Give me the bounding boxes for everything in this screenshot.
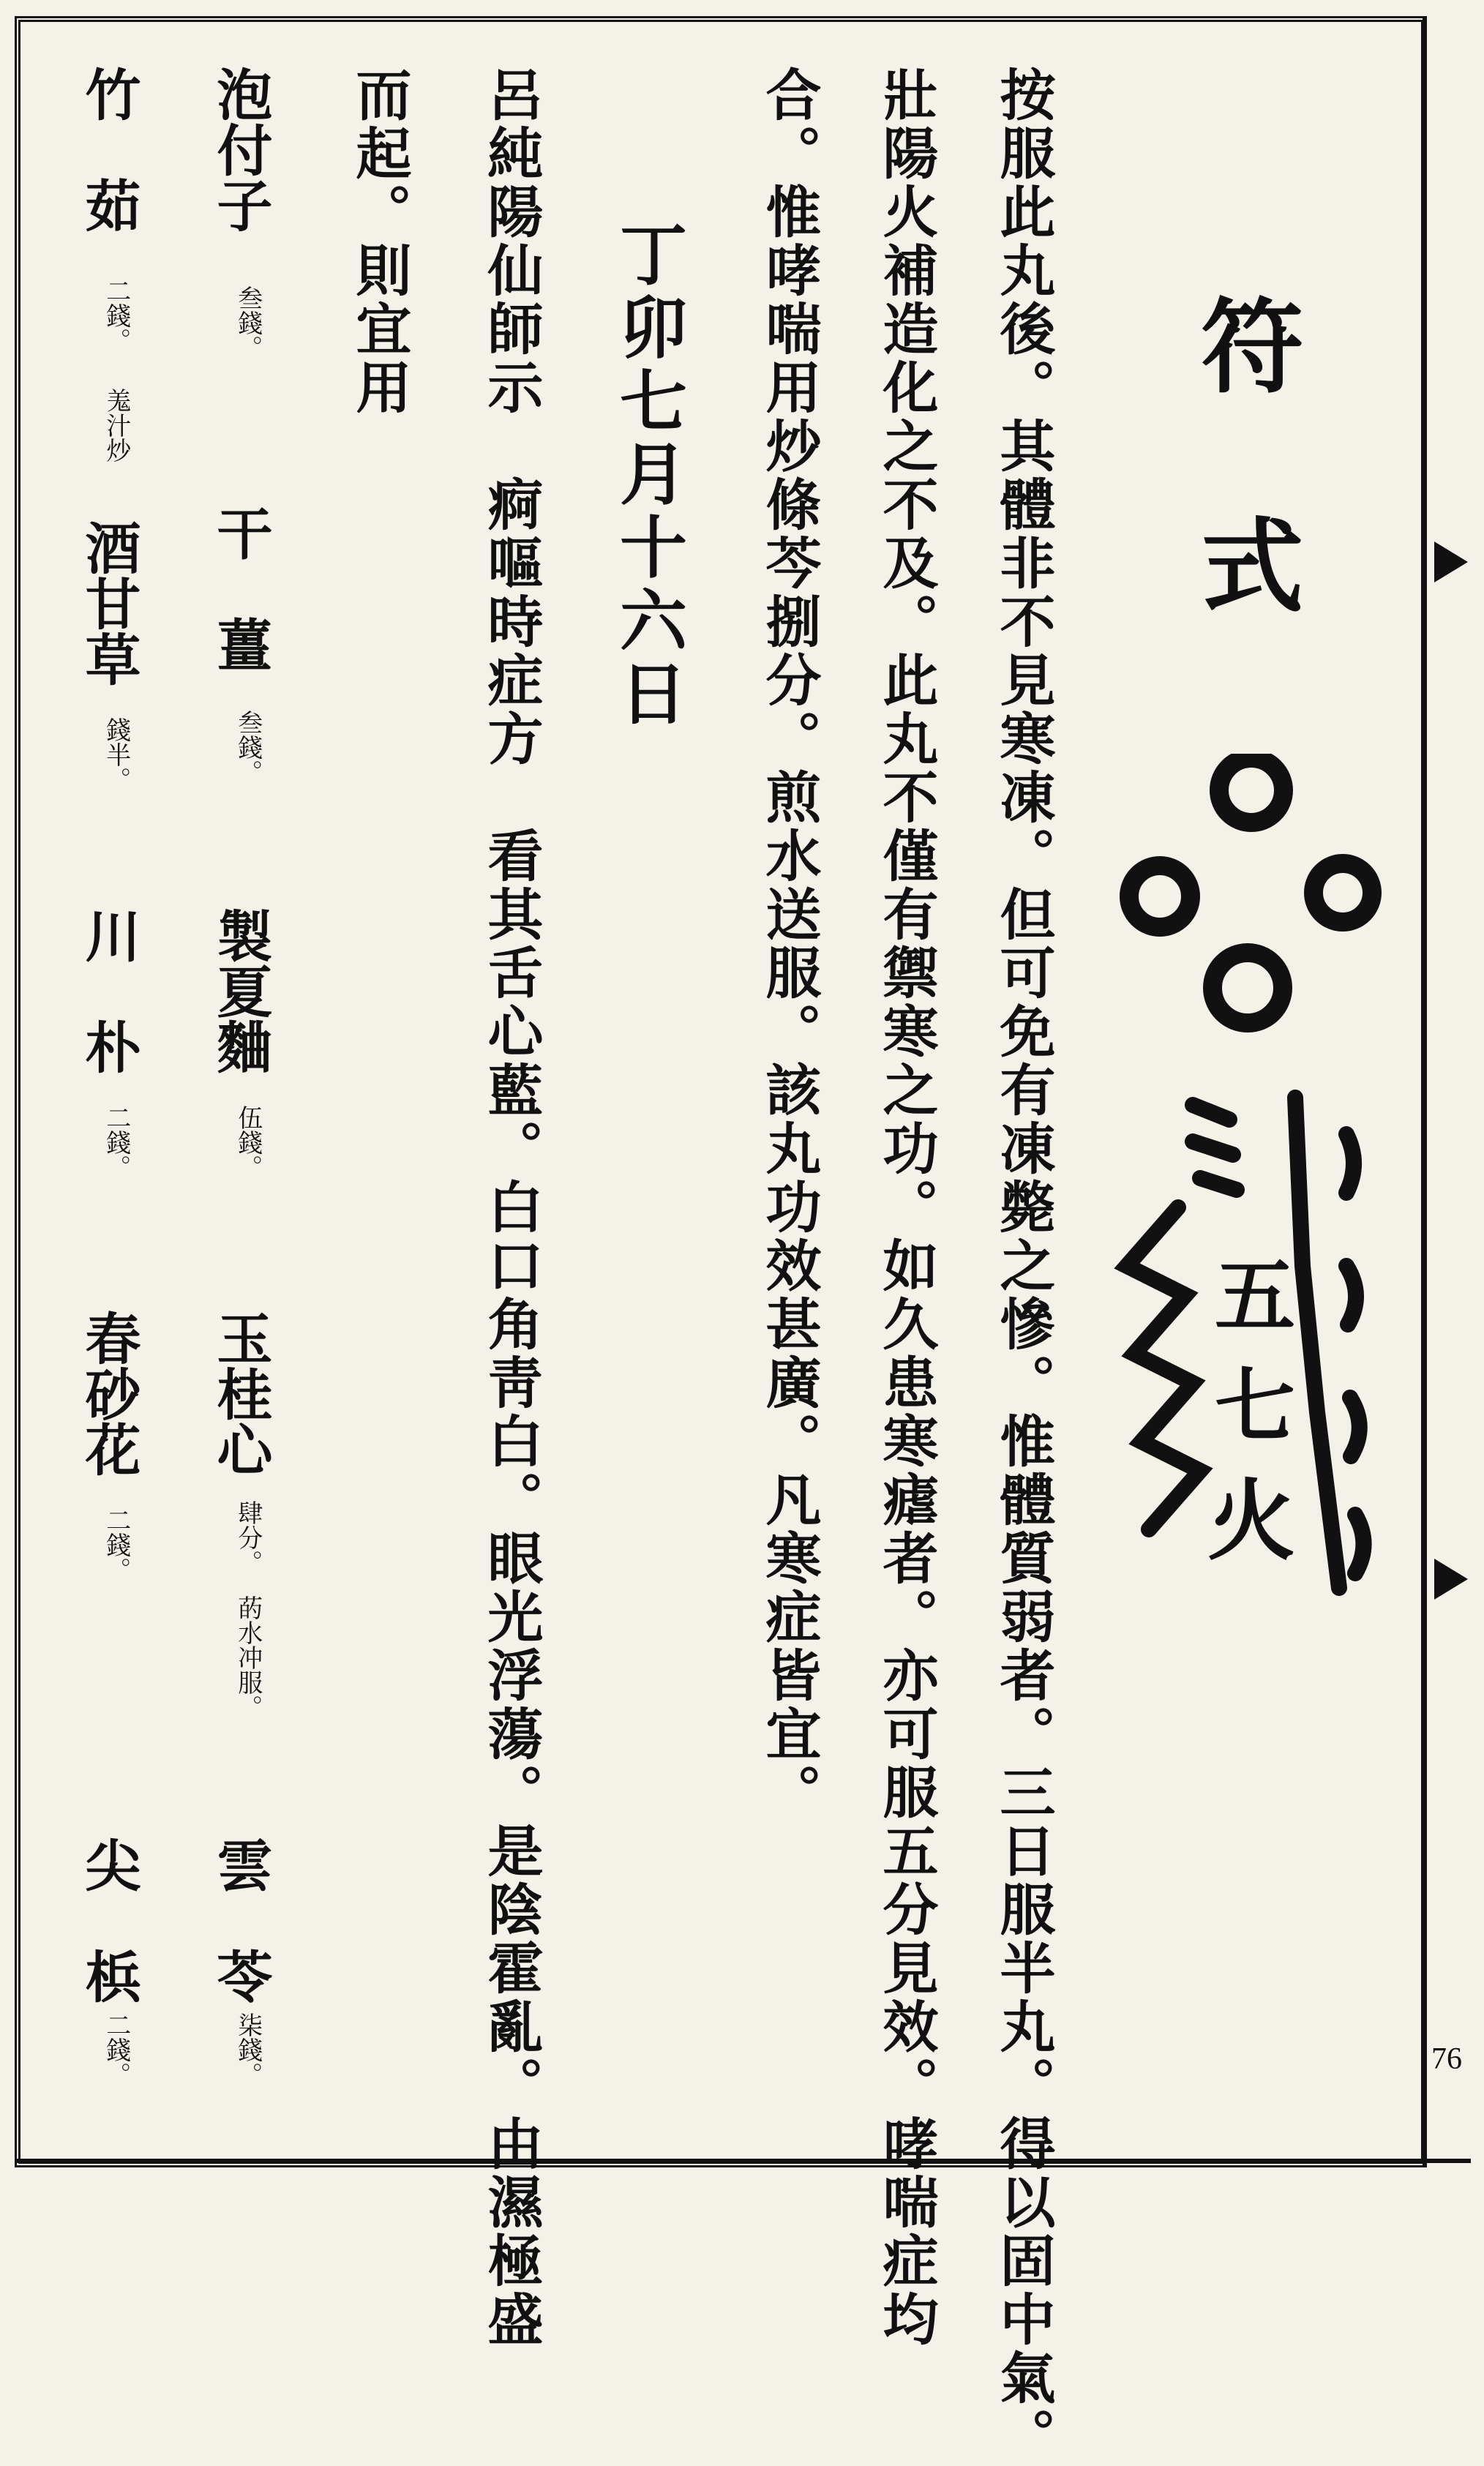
herb-name: 春砂花 — [76, 1310, 141, 1477]
herb-dose: 叁錢。 — [233, 710, 263, 784]
herb-dose: 二錢。 — [101, 2012, 131, 2087]
herb-name: 製夏麯 — [208, 907, 273, 1074]
text-column-5: 呂純陽仙師示 痾嘔時症方 看其舌心藍。白口角靑白。眼光浮蕩。是陰霍亂。由濕極盛 — [479, 66, 544, 2349]
page-edge-marker-icon — [1434, 1559, 1468, 1600]
herb-name: 竹 茹 — [76, 66, 141, 233]
text-column-2: 壯陽火補造化之不及。此丸不僅有禦寒之功。如久患寒瘧者。亦可服五分見效。哮喘症均 — [874, 66, 939, 2349]
herb-name: 川 朴 — [76, 907, 141, 1074]
herb-name: 酒甘草 — [76, 520, 141, 686]
bottom-border-rule — [15, 2159, 1471, 2163]
svg-text:火: 火 — [1207, 1469, 1295, 1573]
herb-name: 尖 梹 — [76, 1837, 141, 2004]
text-column-6: 而起。則宜用 — [347, 66, 412, 417]
herb-name: 泡付子 — [208, 66, 273, 233]
herb-dose: 二錢。 — [101, 1105, 131, 1180]
svg-text:五: 五 — [1215, 1249, 1295, 1343]
herb-dose: 叁錢。 — [233, 285, 263, 360]
herb-dose: 二錢。 — [101, 1507, 131, 1582]
herb-name: 干 薑 — [208, 505, 273, 672]
prescription-list — [59, 66, 322, 2115]
talisman-title: 符式 — [1184, 293, 1304, 732]
date-heading: 丁卯七月十六日 — [609, 220, 688, 732]
page-number: 76 — [1431, 2042, 1462, 2076]
talisman-seal-icon — [1083, 754, 1405, 1661]
inner-border-rule — [1423, 16, 1425, 2167]
text-column-1: 按服此丸後。其體非不見寒凍。但可免有凍斃之慘。惟體質弱者。三日服半丸。得以固中氣。 — [991, 66, 1056, 2466]
herb-name: 雲 苓 — [208, 1837, 273, 2004]
herb-dose-note: 菂水冲服。 — [233, 1595, 263, 1720]
herb-dose: 二錢。 — [101, 278, 131, 353]
svg-text:七: 七 — [1215, 1359, 1295, 1453]
herb-dose: 柒錢。 — [233, 2012, 263, 2087]
herb-dose: 錢半。 — [101, 717, 131, 792]
herb-name: 玉桂心 — [208, 1310, 273, 1477]
page-edge-marker-icon — [1434, 541, 1468, 582]
herb-dose: 伍錢。 — [233, 1105, 263, 1180]
herb-prep-note: 羗汁炒 — [101, 388, 131, 462]
text-column-3: 合。惟哮喘用炒條芩捌分。煎水送服。該丸功效甚廣。凡寒症皆宜。 — [757, 66, 822, 1822]
herb-dose: 肆分。 — [233, 1500, 263, 1575]
